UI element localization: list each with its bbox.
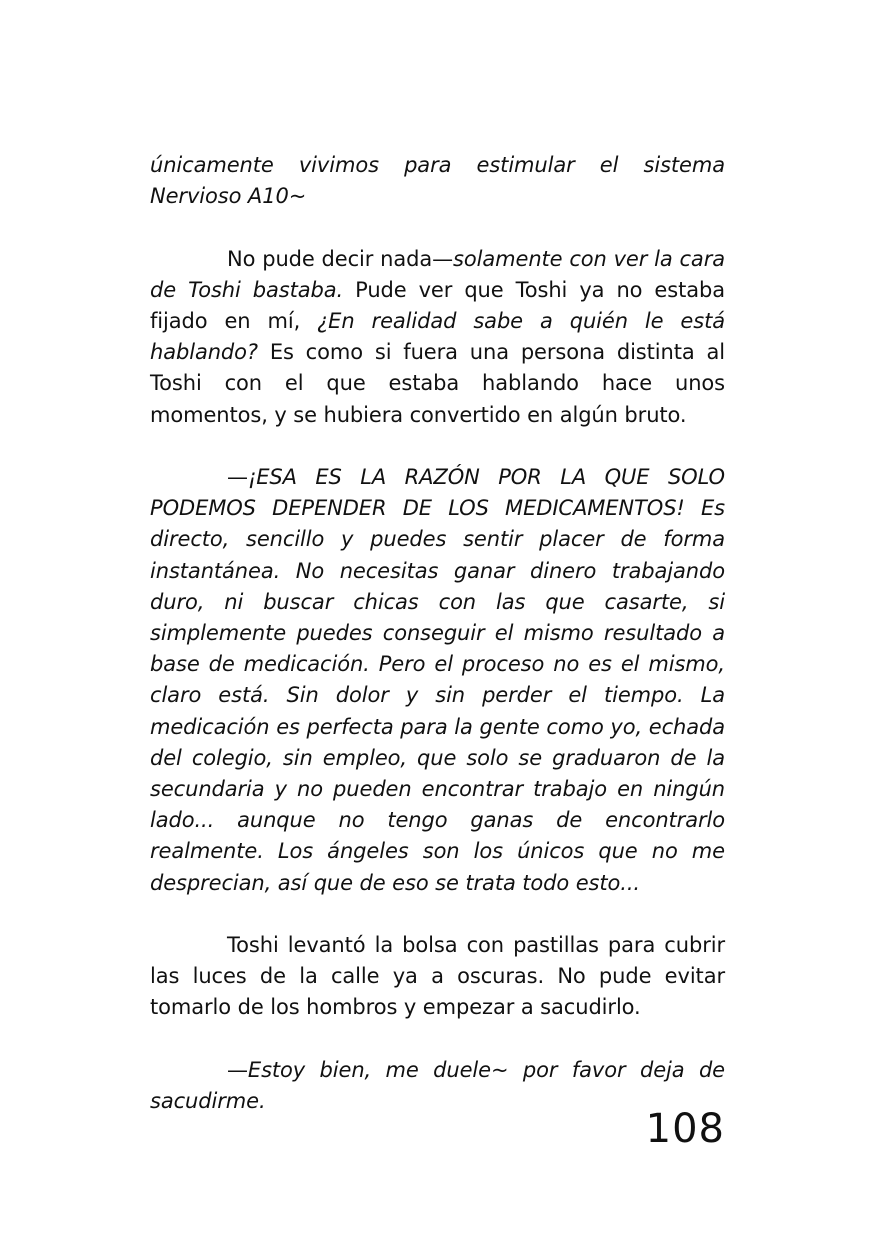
paragraph-2 — [150, 244, 725, 431]
paragraph-3 — [150, 462, 725, 899]
em-dash: — — [227, 465, 248, 489]
italic-text: ¡ESA ES LA RAZÓN POR LA QUE SOLO PODEMOS DEPENDER DE LOS MEDICAMENTOS! Es directo, sencillo y puedes sentir placer de forma instantánea. No necesitas ganar dinero trabajando duro, ni buscar chicas con las que casarte, si simplemente puedes conseguir el mismo resultado a base de medicación. Pero el proceso no es el mismo, claro está. Sin dolor y sin perder el tiempo. La medicación es perfecta para la gente como yo, echada del colegio, sin empleo, que solo se graduaron de la secundaria y no pueden encontrar trabajo en ningún lado... aunque no tengo ganas de encontrarlo realmente. Los ángeles son los únicos que no me desprecian, así que de eso se trata todo esto... — [150, 465, 725, 895]
paragraph-1 — [150, 150, 725, 212]
text-run: No pude decir nada— — [227, 246, 454, 271]
em-dash: — — [227, 1057, 248, 1082]
body-text — [150, 150, 725, 1148]
paragraph-4 — [150, 930, 725, 1024]
page-number: 108 — [645, 1106, 725, 1152]
italic-text: ¿En realidad sabe a quién le está hablando? — [150, 309, 725, 365]
paragraph-5 — [150, 1055, 725, 1117]
italic-text: únicamente vivimos para estimular el sistema Nervioso A10~ — [150, 153, 725, 209]
text-run: Es como si fuera una persona distinta al Toshi con el que estaba hablando hace unos momentos, y se hubiera convertido en algún bruto. — [150, 340, 725, 427]
italic-text: Estoy bien, me duele~ por favor deja de sacudirme. — [150, 1057, 725, 1114]
text-run: Toshi levantó la bolsa con pastillas para cubrir las luces de la calle ya a oscuras. No pude evitar tomarlo de los hombros y empezar a sacudirlo. — [150, 933, 725, 1020]
text-run: Pude ver que Toshi ya no estaba fijado en mí, — [150, 277, 725, 333]
italic-text: solamente con ver la cara de Toshi bastaba. — [150, 246, 725, 302]
